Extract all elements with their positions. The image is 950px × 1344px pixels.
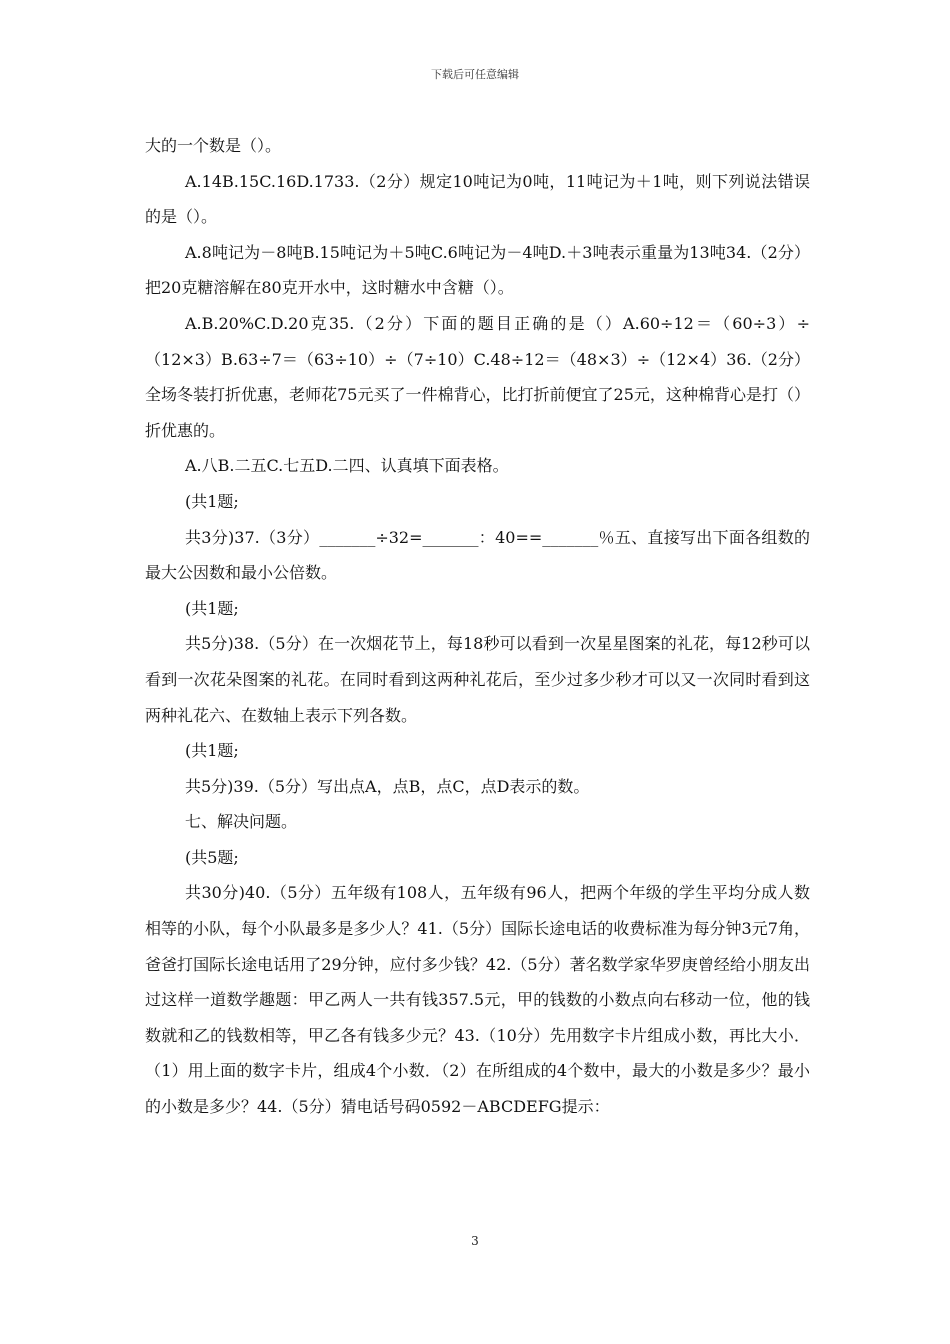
paragraph: (共1题; [185, 491, 239, 511]
paragraph: A.B.20%C.D.20克35.（2分）下面的题目正确的是（）A.60÷12＝（60÷3）÷（12×3）B.63÷7＝（63÷10）÷（7÷10）C.48÷12＝（48×3）÷（12×4）36.（2分）全场冬装打折优惠，老师花75元买了一件棉背心，比打折前便宜了25元，这种棉背心是打（）折优惠的。 [145, 313, 810, 440]
paragraph: 共3分)37.（3分）_______÷32=_______：40==_______％五、直接写出下面各组数的最大公因数和最小公倍数。 [145, 527, 810, 583]
paragraph: (共5题; [185, 847, 239, 867]
paragraph: 七、解决问题。 [185, 812, 298, 832]
paragraph: (共1题; [185, 598, 239, 618]
paragraph: A.14B.15C.16D.1733.（2分）规定10吨记为0吨，11吨记为＋1吨，则下列说法错误的是（）。 [145, 171, 810, 227]
paragraph: A.8吨记为－8吨B.15吨记为＋5吨C.6吨记为－4吨D.＋3吨表示重量为13吨34.（2分）把20克糖溶解在80克开水中，这时糖水中含糖（）。 [145, 242, 810, 298]
page-header: 下载后可任意编辑 [431, 68, 519, 81]
document-body [145, 128, 810, 1125]
paragraph: A.八B.二五C.七五D.二四、认真填下面表格。 [185, 456, 509, 476]
page-number: 3 [471, 1234, 479, 1248]
paragraph: 共5分)39.（5分）写出点A，点B，点C，点D表示的数。 [185, 776, 590, 796]
paragraph: 大的一个数是（）。 [145, 136, 282, 155]
paragraph: (共1题; [185, 741, 239, 761]
paragraph: 共30分)40.（5分）五年级有108人，五年级有96人，把两个年级的学生平均分成人数相等的小队，每个小队最多是多少人？41.（5分）国际长途电话的收费标准为每分钟3元7角，爸爸打国际长途电话用了29分钟，应付多少钱？42.（5分）著名数学家华罗庚曾经给小朋友出过这样一道数学趣题：甲乙两人一共有钱357.5元，甲的钱数的小数点向右移动一位，他的钱数就和乙的钱数相等，甲乙各有钱多少元？43.（10分）先用数字卡片组成小数，再比大小．（1）用上面的数字卡片，组成4个小数．（2）在所组成的4个数中，最大的小数是多少？最小的小数是多少？44.（5分）猜电话号码0592－ABCDEFG提示： [145, 883, 810, 1117]
paragraph: 共5分)38.（5分）在一次烟花节上，每18秒可以看到一次星星图案的礼花，每12秒可以看到一次花朵图案的礼花。在同时看到这两种礼花后，至少过多少秒才可以又一次同时看到这两种礼花六、在数轴上表示下列各数。 [145, 634, 810, 725]
